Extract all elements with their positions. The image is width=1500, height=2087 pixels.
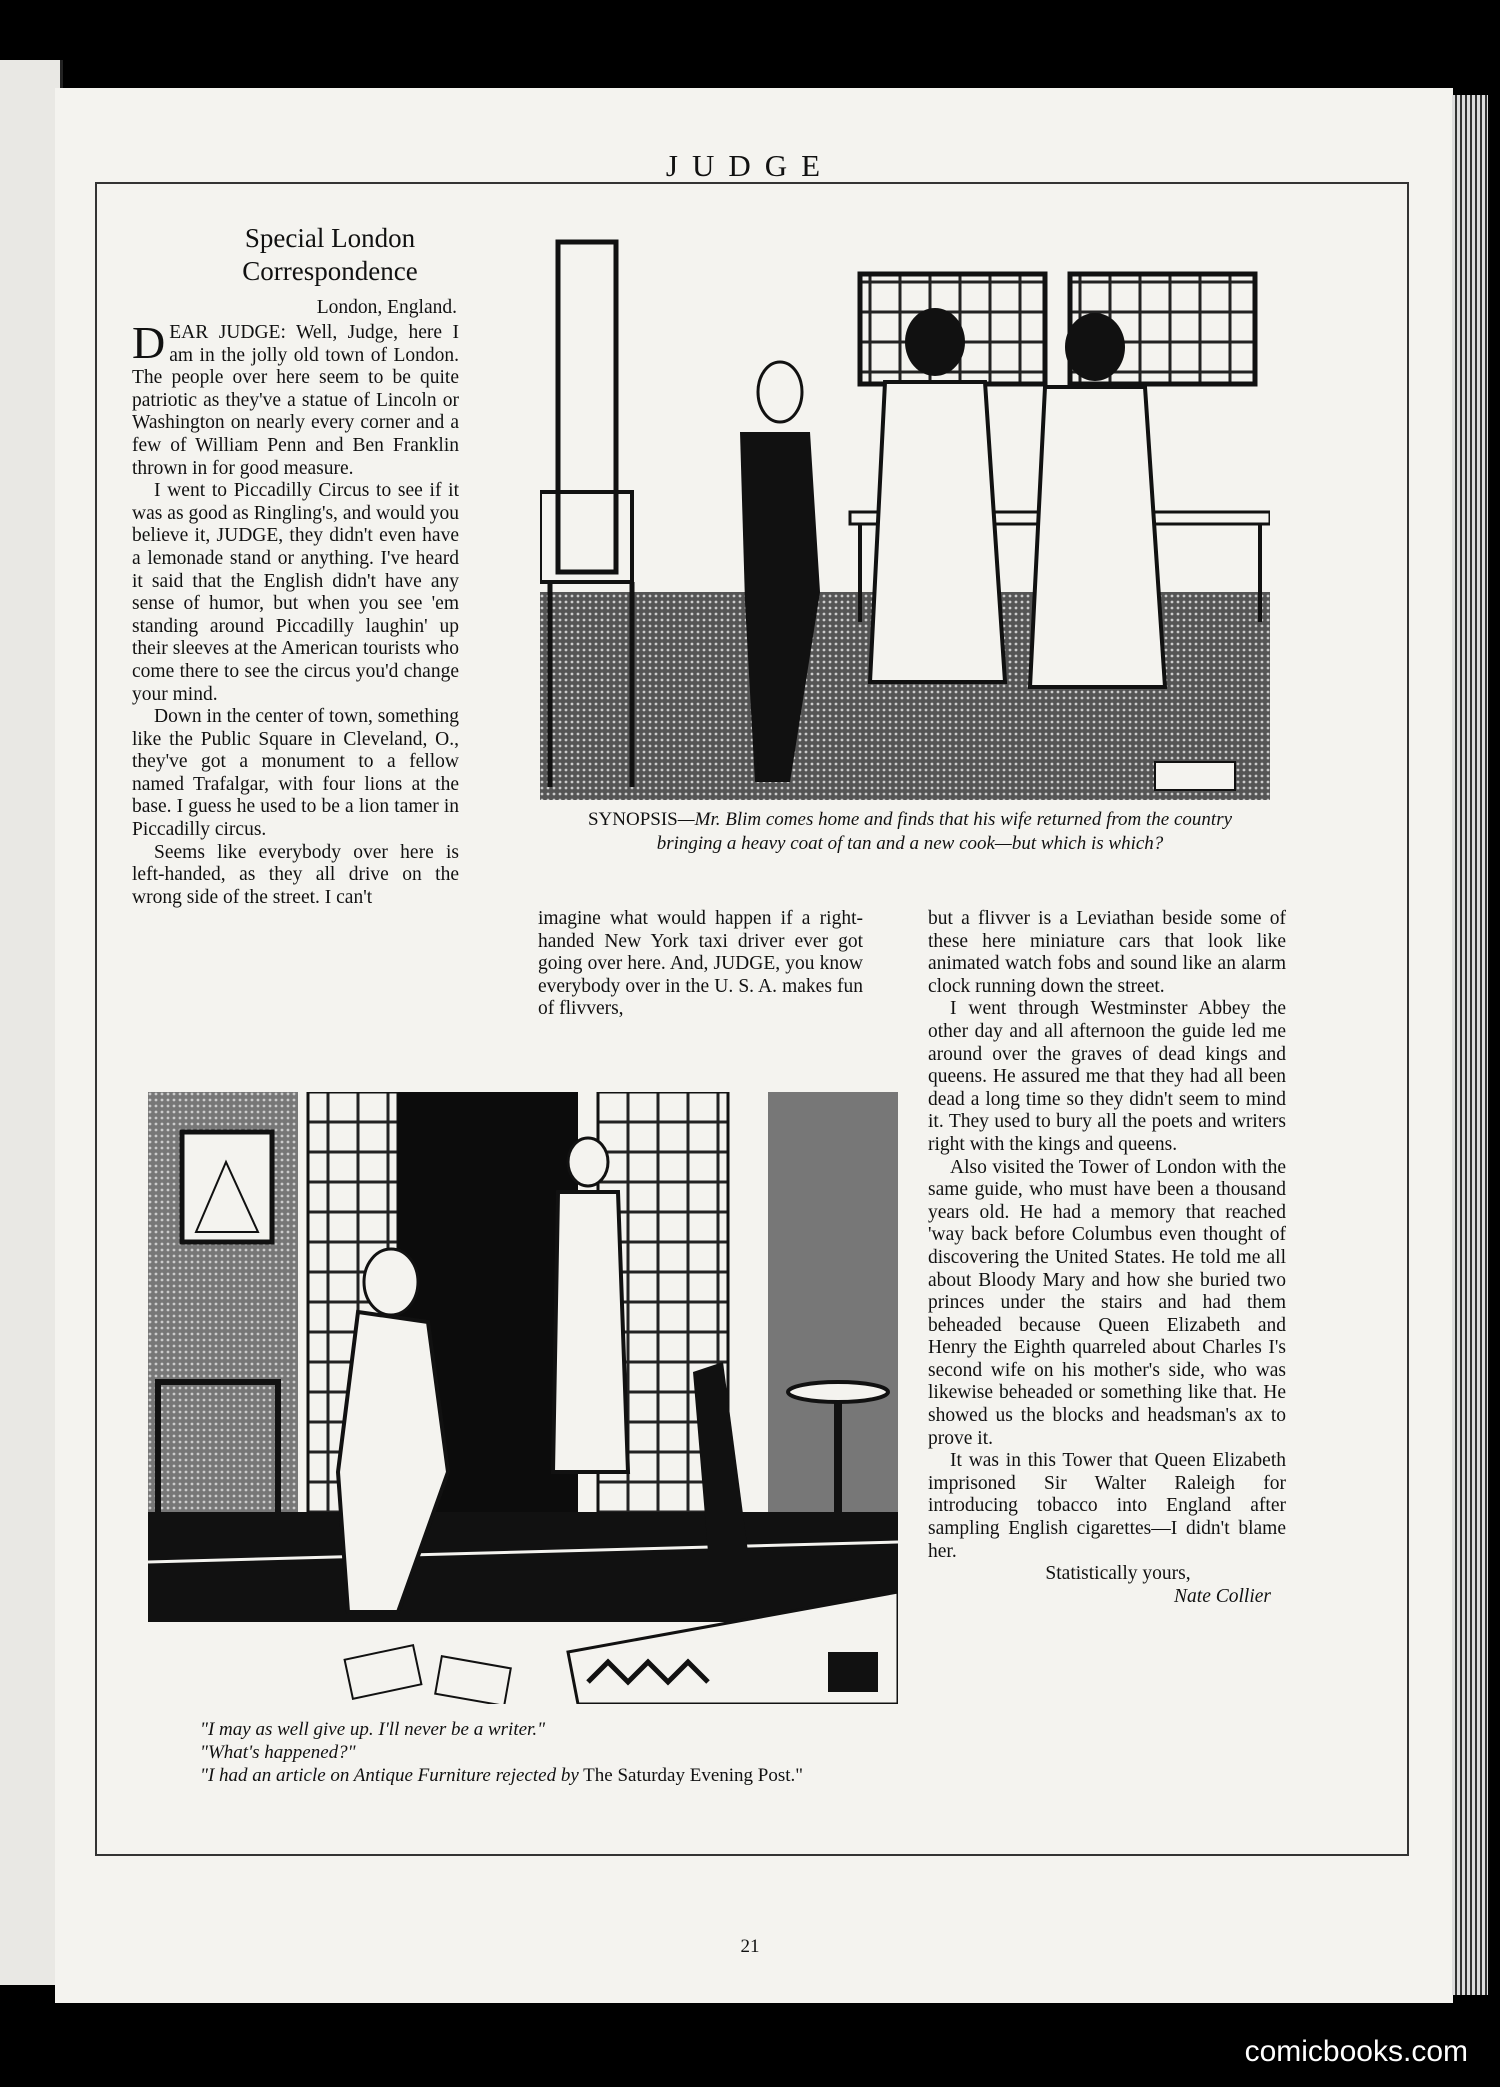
round-table — [788, 1382, 888, 1402]
paragraph-2: I went to Piccadilly Circus to see if it was as good as Ringling's, and would you believe it, JUDGE, they didn't even have a lemonade stand or anything. I've heard it said that the English didn't have any sense of humor, but when you see 'em standing around Piccadilly laughin' up their sleeves at the American tourists who come there to see the circus you'd change your mind. — [132, 480, 459, 705]
watermark: comicbooks.com — [1244, 2035, 1468, 2068]
closing: Statistically yours, — [1045, 1563, 1191, 1585]
paragraph-1: DEAR JUDGE: Well, Judge, here I am in the jolly old town of London. The people over here seem to be quite patriotic as they've a statue of Lincoln or Washington on nearly every corner and a few of William Penn and Ben Franklin thrown in for good measure. — [132, 317, 460, 479]
column-2 — [538, 908, 863, 1021]
wallpaper-right — [768, 1092, 898, 1522]
paragraph-8: Also visited the Tower of London with the same guide, who must have been a thousand years old. He had a memory that reached 'way back before Columbus even thought of discovering the United States. He told me all about Bloody Mary and how she buried two princes under the stairs and had them beheaded because Queen Elizabeth and Henry the Eighth quarreled about Charles I's second wife on his mother's side, who was likewise beheaded or something like that. He showed us the blocks and headsman's ax to prove it. — [928, 1156, 1286, 1449]
paragraph-6: but a flivver is a Leviathan beside some of these here miniature cars that look like animated watch fobs and sound like an alarm clock running down the street. — [928, 908, 1286, 997]
drop-cap: D — [132, 317, 166, 368]
page-edges — [1452, 95, 1488, 1995]
paragraph-9: It was in this Tower that Queen Elizabeth imprisoned Sir Walter Raleigh for introducing tobacco into England after sampling English cigarettes—I didn't blame her. — [928, 1450, 1286, 1562]
salutation: EAR JUDGE: — [169, 322, 286, 343]
signature: Nate Collier — [1174, 1585, 1271, 1607]
masthead: JUDGE — [665, 148, 835, 183]
mr-blim-head — [758, 362, 802, 422]
figure-2-head — [1065, 313, 1125, 381]
caption-line-2: "What's happened?" — [200, 1742, 356, 1763]
floor-grate — [828, 1652, 878, 1692]
figure-1-head — [905, 308, 965, 376]
book-spine — [0, 60, 63, 1985]
synopsis-label: SYNOPSIS — [587, 809, 678, 830]
cartoon-writer-illustration — [148, 1092, 898, 1704]
page-number: 21 — [740, 1936, 760, 1957]
cartoon-synopsis-caption — [560, 808, 1260, 856]
paragraph-7: I went through Westminster Abbey the other day and all afternoon the guide led me around over the graves of dead kings and queens. He assured me that they had all been dead a long time so they didn't seem to mind it. They used to bury all the poets and writers right with the kings and queens. — [928, 998, 1286, 1155]
paragraph-4: Seems like everybody over here is left-handed, as they all drive on the wrong side of the street. I can't — [132, 841, 459, 908]
cartoon-writer-caption — [200, 1718, 860, 1787]
article-title: Special London Correspondence — [242, 223, 418, 286]
writer-head — [364, 1249, 418, 1315]
caption-line-3: "I had an article on Antique Furniture rejected by — [200, 1765, 579, 1786]
woman-dress — [553, 1192, 628, 1472]
woman-head — [568, 1138, 608, 1186]
figure-2-apron — [1030, 387, 1165, 687]
column-3 — [928, 908, 1286, 1608]
dateline: London, England. — [316, 297, 457, 318]
door — [558, 242, 616, 572]
synopsis-text: —Mr. Blim comes home and finds that his wife returned from the country bringing a heavy coat of tan and a new cook—but which is which? — [656, 809, 1233, 854]
volcano-picture — [182, 1132, 272, 1242]
artist-signature — [1155, 762, 1235, 790]
caption-line-3-publication: The Saturday Evening Post." — [578, 1765, 804, 1786]
cartoon-synopsis-illustration — [540, 222, 1270, 800]
paragraph-5: imagine what would happen if a right-handed New York taxi driver ever got going over here. And, JUDGE, you know everybody over in the U. S. A. makes fun of flivvers, — [538, 908, 863, 1020]
paragraph-3: Down in the center of town, something like the Public Square in Cleveland, O., they've got a monument to a fellow named Trafalgar, with four lions at the base. I guess he used to be a lion tamer in Piccadilly circus. — [132, 706, 459, 841]
figure-1-apron — [870, 382, 1005, 682]
column-1 — [132, 317, 460, 909]
caption-line-1: "I may as well give up. I'll never be a writer." — [200, 1719, 546, 1740]
polished-floor — [148, 1512, 898, 1622]
